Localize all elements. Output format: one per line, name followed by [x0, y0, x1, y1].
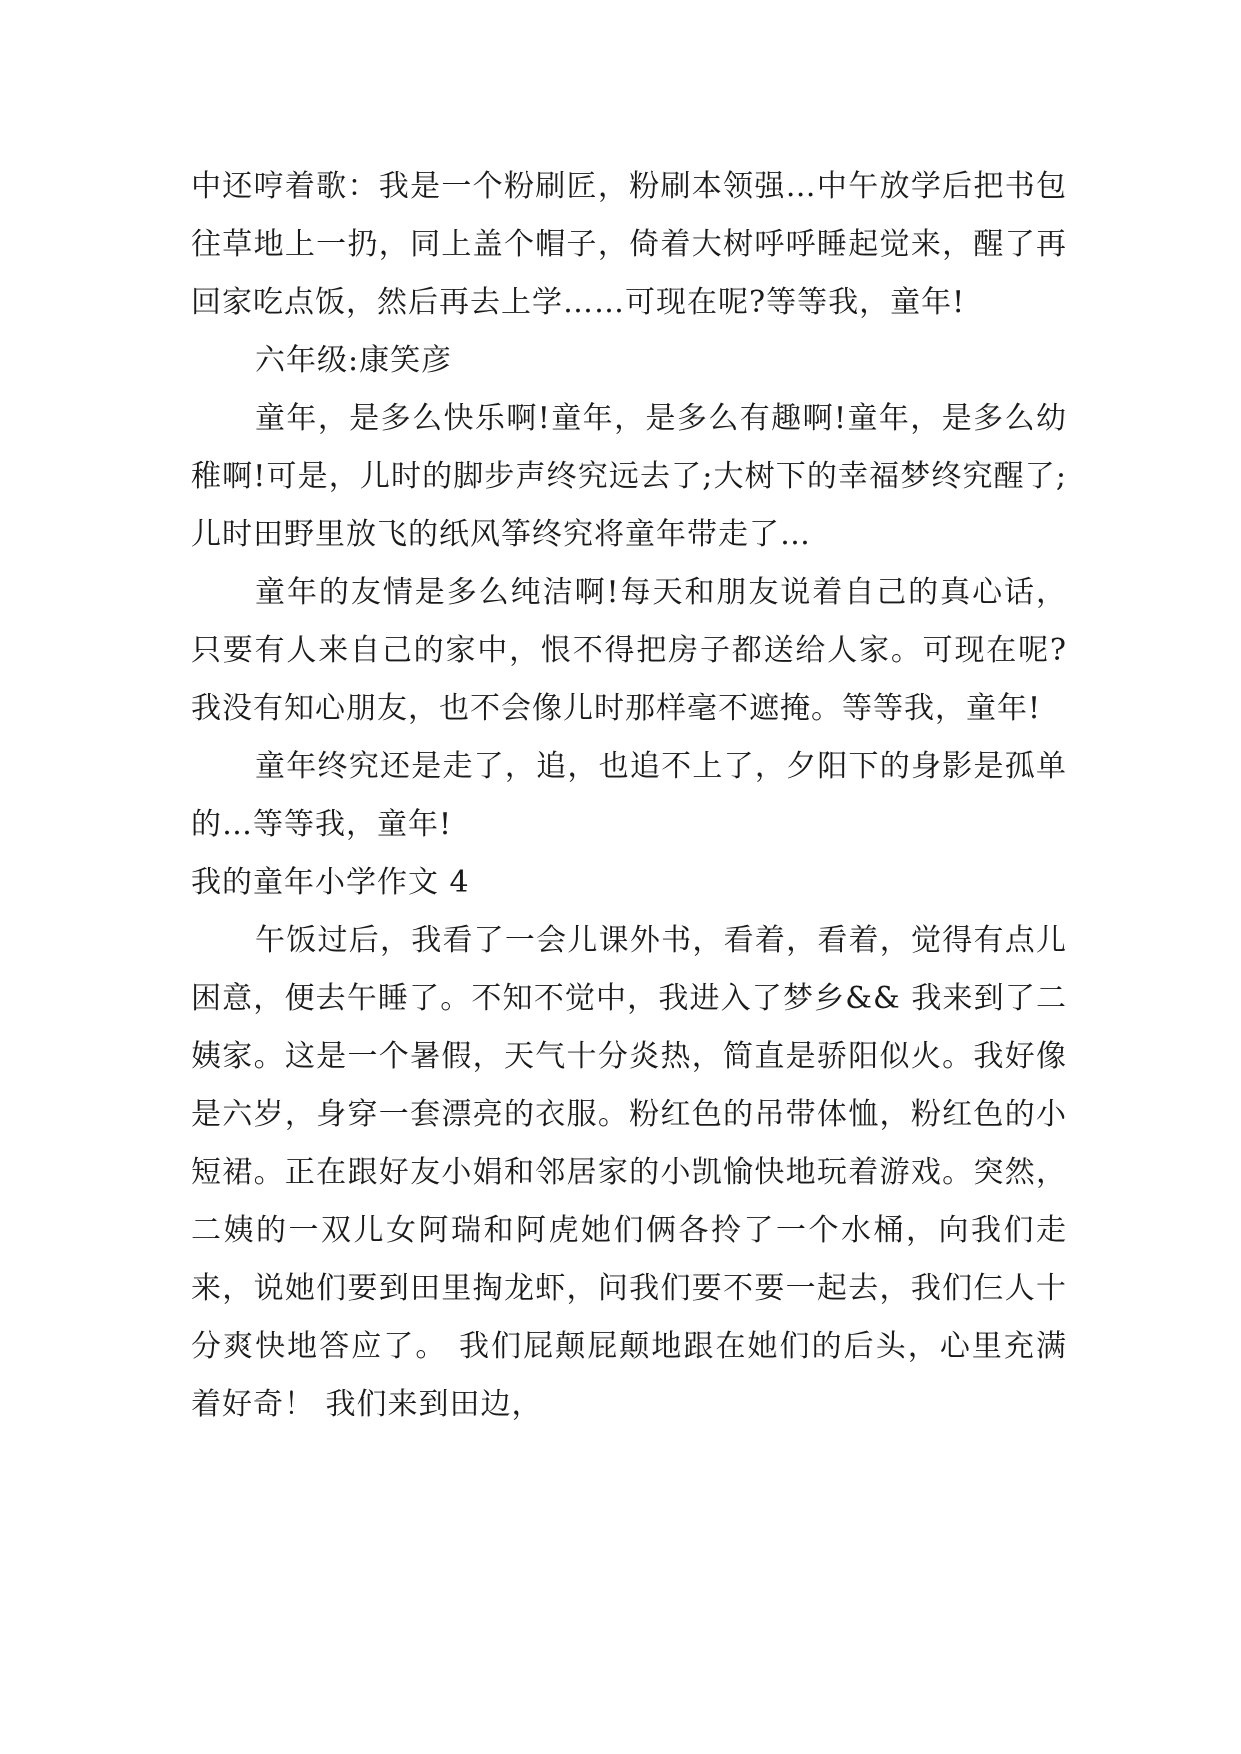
- paragraph: 童年的友情是多么纯洁啊!每天和朋友说着自己的真心话，只要有人来自己的家中，恨不得把房子都送给人家。可现在呢?我没有知心朋友，也不会像儿时那样毫不遮掩。等等我，童年!: [191, 575, 1067, 726]
- paragraph: 午饭过后，我看了一会儿课外书，看着，看着，觉得有点儿困意，便去午睡了。不知不觉中，我进入了梦乡&& 我来到了二姨家。这是一个暑假，天气十分炎热，简直是骄阳似火。我好像是六岁，身穿一套漂亮的衣服。粉红色的吊带体恤，粉红色的小短裙。正在跟好友小娟和邻居家的小凯愉快地玩着游戏。突然，二姨的一双儿女阿瑞和阿虎她们俩各拎了一个水桶，向我们走来，说她们要到田里掏龙虾，问我们要不要一起去，我们仨人十分爽快地答应了。 我们屁颠屁颠地跟在她们的后头，心里充满着好奇！ 我们来到田边，: [191, 923, 1067, 1422]
- document-body: [191, 158, 1067, 1434]
- paragraph: 童年终究还是走了，追，也追不上了，夕阳下的身影是孤单的…等等我，童年!: [191, 749, 1067, 842]
- section-heading: 我的童年小学作文 4: [191, 865, 470, 900]
- author-line: 六年级:康笑彦: [255, 343, 453, 378]
- paragraph-continuation: 中还哼着歌：我是一个粉刷匠，粉刷本领强…中午放学后把书包往草地上一扔，同上盖个帽子，倚着大树呼呼睡起觉来，醒了再回家吃点饭，然后再去上学……可现在呢?等等我，童年!: [191, 169, 1067, 320]
- paragraph: 童年，是多么快乐啊!童年，是多么有趣啊!童年，是多么幼稚啊!可是，儿时的脚步声终究远去了;大树下的幸福梦终究醒了;儿时田野里放飞的纸风筝终究将童年带走了…: [191, 401, 1067, 552]
